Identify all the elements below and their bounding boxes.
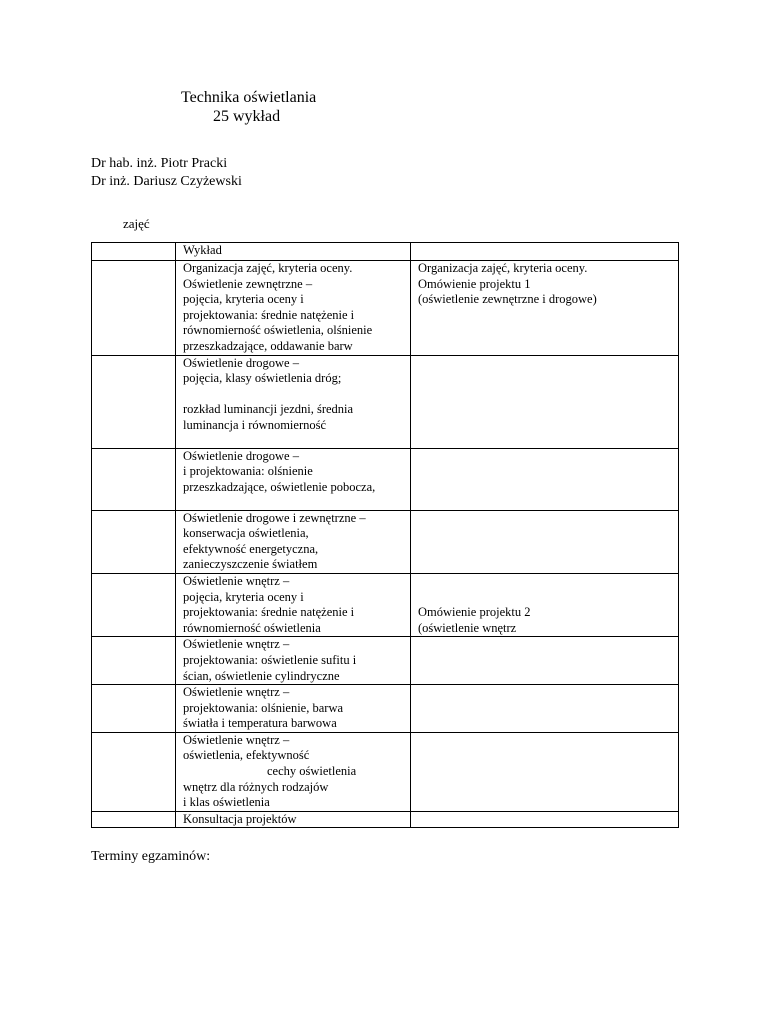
lecture-cell: Oświetlenie drogowe – pojęcia, klasy oświetlenia dróg; rozkład luminancji jezdni, średnia luminancja i równomierność (176, 355, 411, 448)
page-title: Technika oświetlania (181, 89, 317, 106)
lecture-cell (176, 732, 411, 811)
lecture-cell: Oświetlenie wnętrz – projektowania: olśnienie, barwa światła i temperatura barwowa (176, 685, 411, 733)
table-cell-blank (92, 685, 176, 733)
lecture-line: i klas oświetlenia (183, 795, 270, 810)
project-cell (411, 637, 679, 685)
table-row (92, 448, 679, 510)
project-cell (411, 448, 679, 510)
project-cell: Omówienie projektu 2 (oświetlenie wnętrz (411, 573, 679, 636)
table-cell-blank (92, 732, 176, 811)
table-row (92, 685, 679, 733)
project-cell (411, 811, 679, 828)
table-row (92, 732, 679, 811)
page-subtitle: 25 wykład (213, 108, 281, 125)
table-row (92, 811, 679, 828)
project-cell (411, 732, 679, 811)
table-cell-blank (92, 510, 176, 573)
lecture-cell: Oświetlenie drogowe i zewnętrzne – konserwacja oświetlenia, efektywność energetyczna, zanieczyszczenie światłem (176, 510, 411, 573)
section-label: zajęć (123, 216, 150, 231)
lecture-line: wnętrz dla różnych rodzajów (183, 779, 329, 794)
table-row (92, 355, 679, 448)
lecture-line: cechy oświetlenia (267, 764, 357, 779)
table-header-lecture: Wykład (176, 243, 411, 261)
lecture-cell: Oświetlenie wnętrz – pojęcia, kryteria oceny i projektowania: średnie natężenie i równomierność oświetlenia (176, 573, 411, 636)
table-row (92, 510, 679, 573)
project-cell: Organizacja zajęć, kryteria oceny. Omówienie projektu 1 (oświetlenie zewnętrzne i drogowe) (411, 261, 679, 356)
table-cell-blank (92, 448, 176, 510)
project-cell (411, 510, 679, 573)
author-name: Dr hab. inż. Piotr Pracki (91, 156, 228, 171)
lecture-cell: Oświetlenie wnętrz – projektowania: oświetlenie sufitu i ścian, oświetlenie cylindryczne (176, 637, 411, 685)
author-name: Dr inż. Dariusz Czyżewski (91, 174, 242, 189)
lecture-cell: Organizacja zajęć, kryteria oceny. Oświetlenie zewnętrzne – pojęcia, kryteria oceny i projektowania: średnie natężenie i równomierność oświetlenia, olśnienie przeszkadzające, oddawanie barw (176, 261, 411, 356)
lecture-line: Oświetlenie wnętrz – (183, 732, 290, 747)
table-header-row (92, 243, 679, 261)
table-row (92, 637, 679, 685)
table-cell-blank (92, 573, 176, 636)
table-row (92, 573, 679, 636)
table-header-project (411, 243, 679, 261)
table-cell-blank (92, 811, 176, 828)
project-cell (411, 685, 679, 733)
project-cell (411, 355, 679, 448)
exam-dates-label: Terminy egzaminów: (91, 849, 211, 864)
table-cell-blank (92, 261, 176, 356)
table-row (92, 261, 679, 356)
lecture-line: oświetlenia, efektywność (183, 748, 310, 763)
schedule-table (91, 242, 679, 828)
lecture-cell: Oświetlenie drogowe – i projektowania: olśnienie przeszkadzające, oświetlenie pobocza, (176, 448, 411, 510)
lecture-cell: Konsultacja projektów (176, 811, 411, 828)
table-cell-blank (92, 355, 176, 448)
table-cell-blank (92, 637, 176, 685)
table-cell-blank (92, 243, 176, 261)
